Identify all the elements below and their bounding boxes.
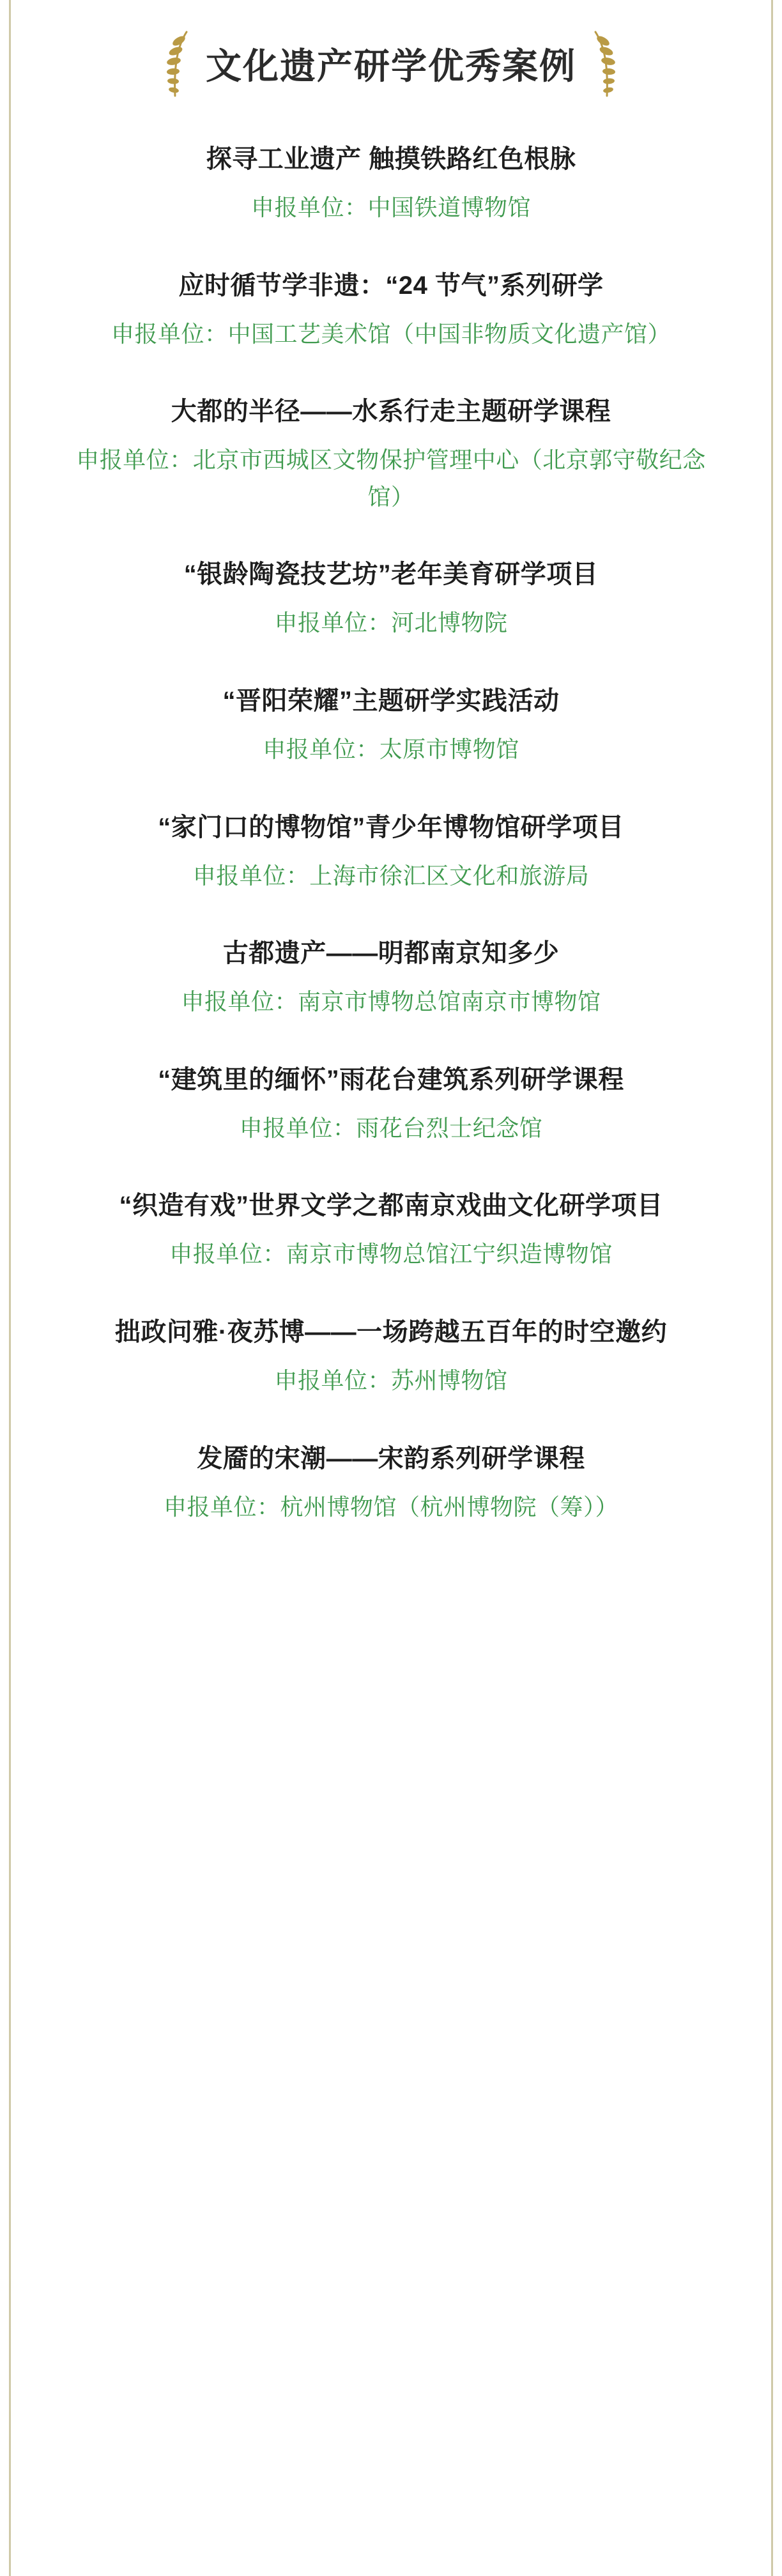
case-unit: 申报单位：中国铁道博物馆	[250, 194, 531, 220]
case-title: 古都遗产——明都南京知多少	[222, 939, 560, 968]
case-title: 应时循节学非遗：“24 节气”系列研学	[178, 271, 604, 300]
right-vertical-rule	[771, 0, 773, 2576]
case-unit: 申报单位：南京市博物总馆南京市博物馆	[181, 988, 601, 1015]
case-title: “晋阳荣耀”主题研学实践活动	[222, 686, 560, 715]
left-vertical-rule	[9, 0, 11, 2576]
laurel-branch-icon	[588, 28, 624, 100]
case-list	[0, 116, 782, 1525]
list-item	[61, 555, 721, 641]
case-unit: 申报单位：太原市博物馆	[263, 735, 519, 762]
case-unit: 申报单位：雨花台烈士纪念馆	[239, 1114, 543, 1141]
case-unit: 申报单位：南京市博物总馆江宁织造博物馆	[169, 1241, 613, 1268]
list-item	[61, 1186, 721, 1273]
page-title: 文化遗产研学优秀案例	[206, 46, 576, 86]
page-header	[0, 0, 782, 116]
list-item	[61, 808, 721, 894]
laurel-branch-icon	[158, 28, 194, 100]
case-unit: 申报单位：北京市西城区文物保护管理中心（北京郭守敬纪念馆）	[76, 447, 706, 510]
case-title: “织造有戏”世界文学之都南京戏曲文化研学项目	[119, 1192, 663, 1220]
case-title: “银龄陶瓷技艺坊”老年美育研学项目	[183, 560, 599, 589]
list-item	[61, 681, 721, 768]
case-title: “建筑里的缅怀”雨花台建筑系列研学课程	[158, 1065, 624, 1094]
list-item	[61, 1439, 721, 1526]
case-title: 拙政问雅·夜苏博——一场跨越五百年的时空邀约	[114, 1317, 668, 1346]
list-item	[61, 933, 721, 1020]
case-title: 发靥的宋潮——宋韵系列研学课程	[197, 1444, 585, 1473]
list-item	[61, 1312, 721, 1399]
list-item	[61, 392, 721, 515]
case-unit: 申报单位：河北博物院	[274, 610, 508, 636]
list-item	[61, 1060, 721, 1147]
list-item	[61, 266, 721, 353]
case-title: “家门口的博物馆”青少年博物馆研学项目	[158, 813, 624, 841]
case-title: 探寻工业遗产 触摸铁路红色根脉	[206, 145, 576, 173]
list-item	[61, 139, 721, 226]
case-unit: 申报单位：中国工艺美术馆（中国非物质文化遗产馆）	[111, 320, 671, 347]
case-unit: 申报单位：苏州博物馆	[274, 1367, 508, 1393]
case-title: 大都的半径——水系行走主题研学课程	[171, 397, 611, 426]
case-unit: 申报单位：杭州博物馆（杭州博物院（筹））	[163, 1493, 618, 1520]
case-unit: 申报单位：上海市徐汇区文化和旅游局	[192, 862, 590, 889]
